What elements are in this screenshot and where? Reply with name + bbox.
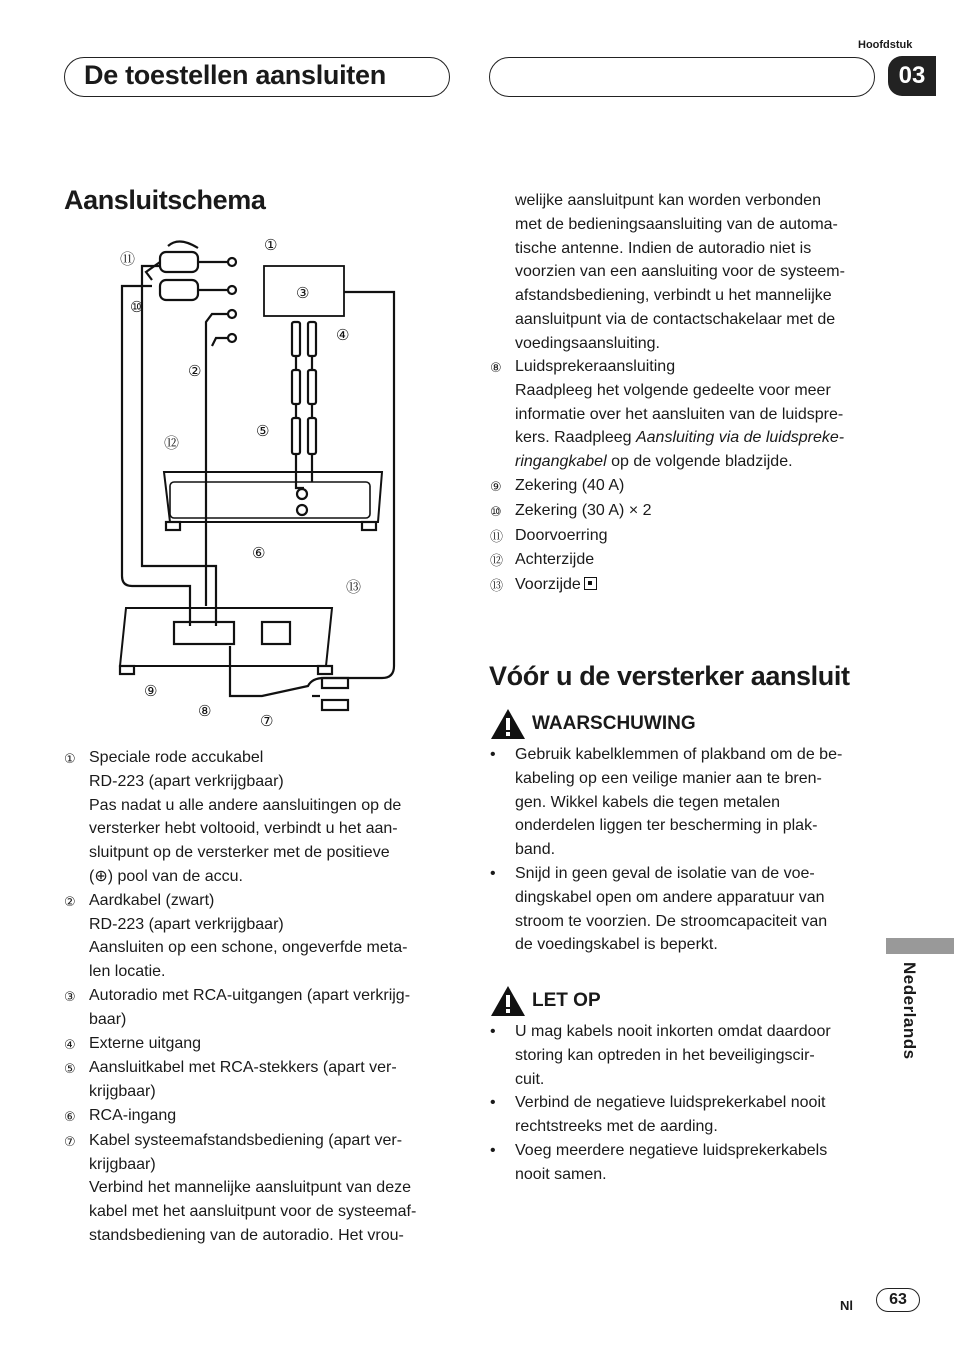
legend-text [515, 524, 890, 549]
right-legend-list [490, 474, 890, 598]
left-legend-list [64, 746, 454, 1248]
legend-text [89, 984, 454, 1032]
legend-line: Achterzijde [515, 551, 595, 569]
bullet-text [515, 743, 880, 862]
bullet-text [515, 862, 880, 957]
callout-9: ⑨ [144, 683, 158, 700]
bullet-line: rechtstreeks met de aarding. [515, 1118, 718, 1136]
legend-line: sluitpunt op de versterker met de positieve [89, 844, 390, 862]
legend-item [490, 548, 890, 573]
bullet-text [515, 1091, 880, 1139]
footer-lang-code: Nl [840, 1298, 853, 1313]
bullet-line: stroom te voorzien. De stroomcapaciteit van [515, 912, 828, 930]
legend-line: kabel met het aansluitpunt voor de systeemaf- [89, 1203, 417, 1221]
bullet-item [490, 862, 880, 957]
chapter-title: De toestellen aansluiten [84, 60, 386, 90]
section-heading-voor-aansluiten: Vóór u de versterker aansluit [489, 661, 850, 691]
legend-text [89, 1104, 454, 1129]
bullet-line: Verbind de negatieve luidsprekerkabel nooit [515, 1094, 826, 1112]
legend-item [64, 984, 454, 1032]
legend-number: ③ [64, 988, 76, 1004]
item-8-italic-ref: Aansluiting via de luidspreke- [635, 429, 845, 447]
legend-text [89, 746, 454, 889]
right-continued-text [515, 189, 895, 356]
bullet-line: storing kan optreden in het beveiligingscir- [515, 1046, 815, 1064]
callout-6: ⑥ [252, 545, 266, 562]
bullet-line: de voedingskabel is beperkt. [515, 936, 718, 954]
callout-12: ⑫ [164, 435, 180, 452]
legend-line: Kabel systeemafstandsbediening (apart ver- [89, 1131, 403, 1149]
legend-line: Speciale rode accukabel [89, 749, 264, 766]
continued-line: aansluitpunt via de contactschakelaar met de [515, 310, 836, 328]
legend-item [64, 1032, 454, 1057]
legend-item [64, 1129, 454, 1248]
legend-item [64, 746, 454, 889]
legend-text [515, 573, 890, 598]
bullet-dot: • [490, 1094, 496, 1112]
bullet-item [490, 1139, 880, 1187]
callout-7: ⑦ [260, 713, 274, 730]
language-label: Nederlands [900, 962, 919, 1060]
bullet-dot: • [490, 1023, 496, 1040]
legend-number: ⑨ [490, 479, 502, 494]
bullet-line: Snijd in geen geval de isolatie van de voe- [515, 864, 815, 882]
legend-line: Voorzijde [515, 576, 581, 594]
callout-13: ⑬ [346, 579, 362, 596]
callout-2: ② [188, 363, 202, 380]
bullet-line: Voeg meerdere negatieve luidsprekerkabels [515, 1141, 828, 1159]
item-8-line-text: kers. Raadpleeg [515, 429, 636, 447]
legend-line: Autoradio met RCA-uitgangen (apart verkrijg- [89, 986, 411, 1004]
chapter-blank-frame [489, 57, 875, 97]
legend-line: Pas nadat u alle andere aansluitingen op de [89, 796, 402, 814]
caution-triangle-icon [490, 985, 526, 1017]
legend-text [515, 499, 890, 524]
legend-line: len locatie. [89, 963, 166, 981]
continued-line: voedingsaansluiting. [515, 334, 660, 352]
legend-number: ⑦ [64, 1133, 76, 1149]
bullet-item [490, 1091, 880, 1139]
legend-line: Doorvoerring [515, 526, 608, 544]
legend-line: versterker hebt voltooid, verbindt u het aan- [89, 820, 398, 838]
item-8-line [515, 403, 890, 427]
chapter-label: Hoofdstuk [858, 39, 913, 51]
continued-line: afstandsbediening, verbindt u het mannelijke [515, 287, 832, 305]
item-8-line [515, 426, 890, 450]
legend-line: standsbediening van de autoradio. Het vrou- [89, 1226, 404, 1244]
legend-item [490, 573, 890, 598]
item-8-line [515, 379, 890, 403]
legend-line: RD-223 (apart verkrijgbaar) [89, 915, 284, 933]
callout-10: ⑩ [130, 299, 144, 316]
item-8-line-text: Raadpleeg het volgende gedeelte voor meer [515, 381, 831, 399]
continued-line: tische antenne. Indien de autoradio niet is [515, 239, 812, 257]
callout-1: ① [264, 237, 278, 254]
bullet-line: nooit samen. [515, 1165, 607, 1183]
warning-triangle-icon [490, 708, 526, 740]
item-8-line-text: informatie over het aansluiten van de luidspre- [515, 405, 844, 423]
language-tab-marker [886, 938, 954, 954]
bullet-text [515, 1139, 880, 1187]
section-heading-aansluitschema: Aansluitschema [64, 185, 266, 215]
end-mark-icon [584, 577, 597, 590]
bullet-line: Gebruik kabelklemmen of plakband om de be- [515, 746, 843, 763]
page-number: 63 [876, 1288, 920, 1312]
warning-header [490, 708, 696, 740]
caution-bullets [490, 1020, 880, 1187]
bullet-line: kabeling op een veilige manier aan te bren- [515, 769, 822, 787]
legend-number: ⑥ [64, 1108, 76, 1124]
legend-line: Aansluiten op een schone, ongeverfde meta- [89, 939, 408, 957]
bullet-dot: • [490, 1141, 496, 1159]
legend-item [64, 1104, 454, 1129]
item-8-line [515, 450, 890, 474]
bullet-line: gen. Wikkel kabels die tegen metalen [515, 793, 781, 811]
caution-title: LET OP [532, 990, 601, 1011]
legend-item [490, 474, 890, 499]
legend-number: ⑫ [490, 553, 504, 569]
legend-number: ① [64, 751, 76, 766]
wiring-diagram [112, 226, 412, 736]
bullet-dot: • [490, 746, 496, 763]
legend-line: baar) [89, 1010, 127, 1028]
callout-3: ③ [296, 285, 310, 302]
bullet-item [490, 743, 880, 862]
legend-line: (⊕) pool van de accu. [89, 867, 243, 885]
item-8 [490, 355, 890, 474]
continued-line: voorzien van een aansluiting voor de systeem- [515, 263, 845, 281]
legend-item [490, 499, 890, 524]
legend-text [89, 1032, 454, 1057]
bullet-line: onderdelen liggen ter bescherming in plak- [515, 817, 818, 835]
bullet-item [490, 1020, 880, 1091]
bullet-line: cuit. [515, 1070, 545, 1088]
bullet-text [515, 1020, 880, 1091]
legend-line: Zekering (40 A) [515, 477, 625, 494]
legend-line: Aardkabel (zwart) [89, 891, 215, 909]
warning-bullets [490, 743, 880, 957]
legend-item [490, 524, 890, 549]
legend-line: Externe uitgang [89, 1034, 202, 1052]
bullet-line: dingskabel open om andere apparatuur van [515, 888, 825, 906]
legend-number: ⑪ [490, 528, 504, 544]
item-8-text [515, 355, 890, 474]
legend-text [515, 474, 890, 499]
item-8-line-text: Luidsprekeraansluiting [515, 358, 676, 375]
bullet-line: U mag kabels nooit inkorten omdat daardoor [515, 1023, 831, 1040]
legend-line: Zekering (30 A) × 2 [515, 501, 652, 519]
legend-text [89, 889, 454, 984]
legend-number: ④ [64, 1036, 76, 1052]
callout-5: ⑤ [256, 423, 270, 440]
legend-line: Verbind het mannelijke aansluitpunt van deze [89, 1179, 411, 1197]
legend-text [89, 1056, 454, 1104]
end-mark-fill [588, 581, 592, 585]
legend-text [515, 548, 890, 573]
continued-line: met de bedieningsaansluiting van de automa- [515, 215, 838, 233]
legend-item [64, 889, 454, 984]
bullet-line: band. [515, 841, 556, 859]
legend-line: krijgbaar) [89, 1155, 156, 1173]
legend-number: ⑤ [64, 1061, 76, 1077]
legend-number: ② [64, 893, 76, 909]
legend-line: Aansluitkabel met RCA-stekkers (apart ver- [89, 1059, 397, 1077]
item-8-line [515, 355, 890, 379]
callout-11: ⑪ [120, 251, 136, 268]
legend-line: RD-223 (apart verkrijgbaar) [89, 772, 284, 790]
callout-4: ④ [336, 327, 350, 344]
item-8-number: ⑧ [490, 360, 502, 375]
legend-number: ⑩ [490, 503, 502, 519]
legend-line: krijgbaar) [89, 1083, 156, 1101]
caution-header [490, 985, 601, 1017]
legend-number: ⑬ [490, 578, 504, 594]
legend-item [64, 1056, 454, 1104]
item-8-tail: op de volgende bladzijde. [606, 453, 793, 471]
item-8-italic-ref-2: ringangkabel [515, 453, 607, 471]
bullet-dot: • [490, 864, 496, 882]
chapter-number-badge: 03 [888, 56, 936, 96]
continued-line: welijke aansluitpunt kan worden verbonden [515, 192, 821, 209]
callout-8: ⑧ [198, 703, 212, 720]
legend-text [89, 1129, 454, 1248]
warning-title: WAARSCHUWING [532, 713, 696, 734]
legend-line: RCA-ingang [89, 1106, 177, 1124]
